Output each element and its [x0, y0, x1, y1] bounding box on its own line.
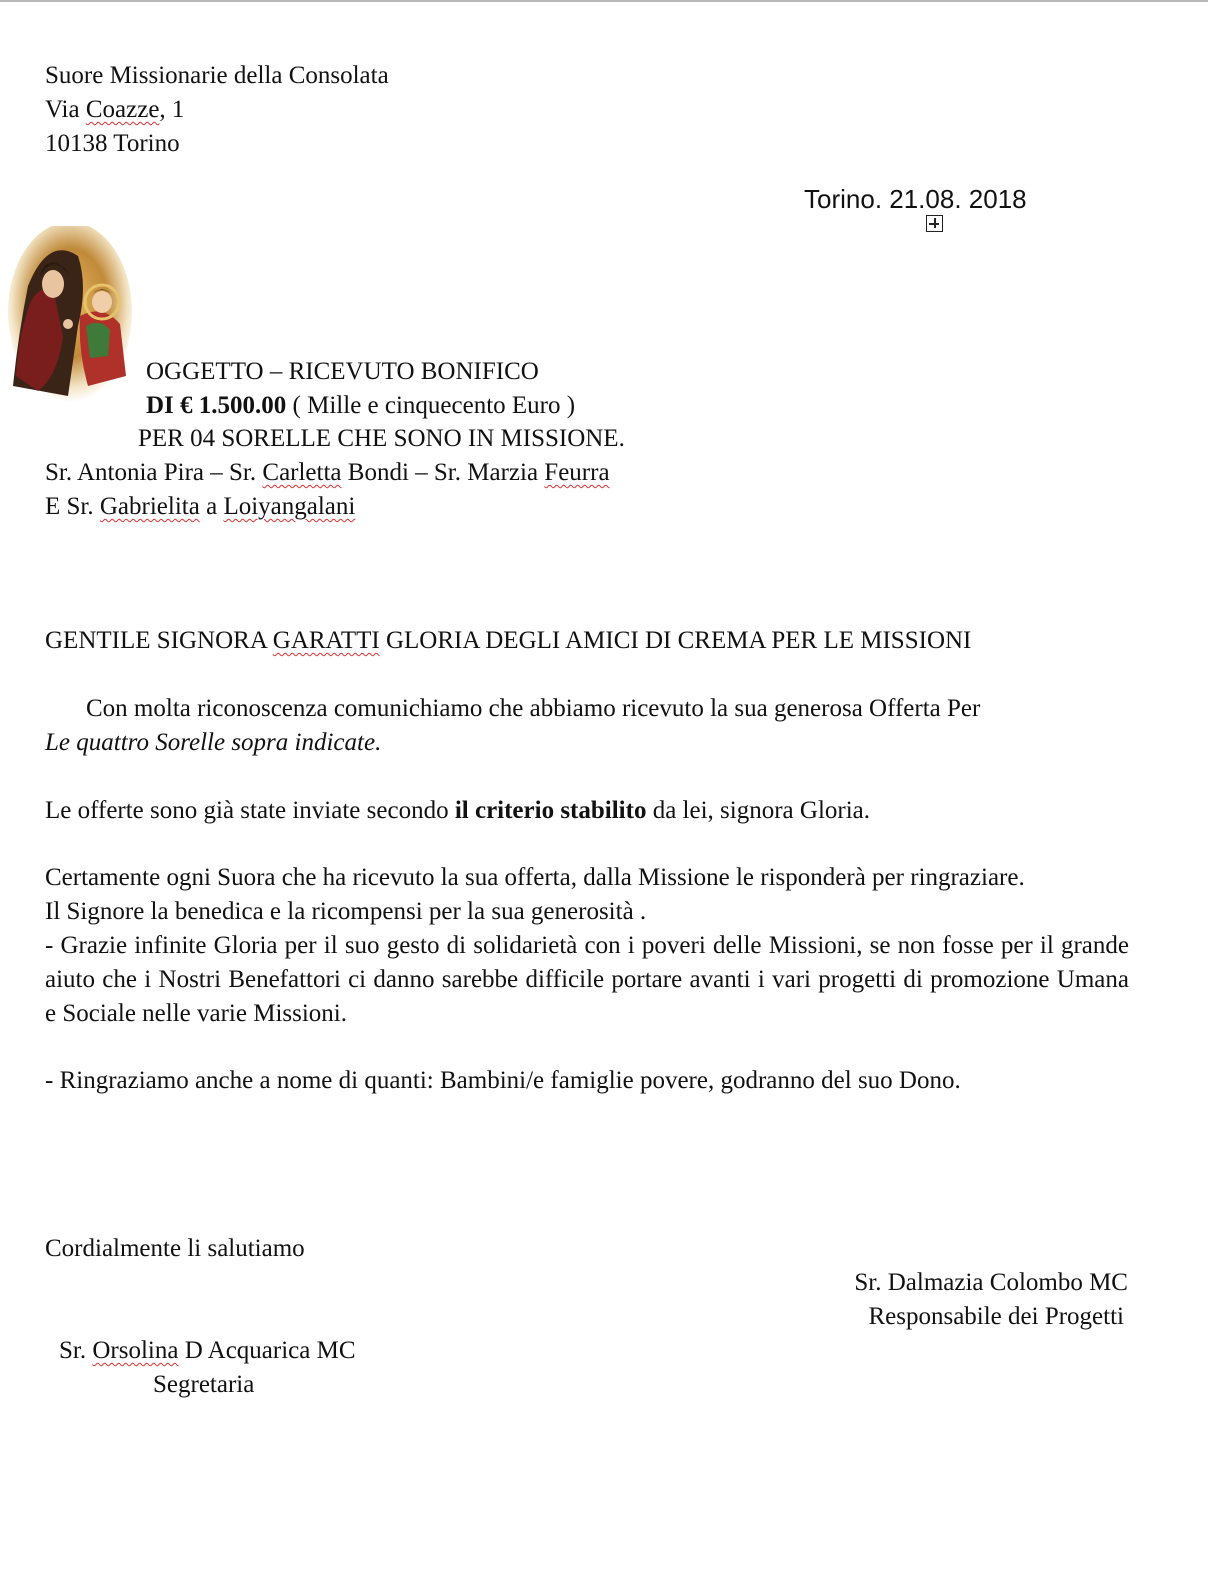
- signature-left-name: Sr. Orsolina D Acquarica MC: [59, 1337, 356, 1364]
- body-paragraph-4: - Grazie infinite Gloria per il suo gesto di solidarietà con i poveri delle Missioni, se non fosse per il grande aiuto che i Nostri Benefattori ci danno sarebbe difficile portare avanti i vari progetti di promozione Umana e Sociale nelle varie Missioni.: [45, 932, 1129, 1027]
- subject-recipients: PER 04 SORELLE CHE SONO IN MISSIONE.: [138, 425, 625, 452]
- sender-city: 10138 Torino: [45, 130, 180, 157]
- signature-left-role: Segretaria: [153, 1371, 255, 1398]
- sisters-names-line1: Sr. Antonia Pira – Sr. Carletta Bondi – Sr. Marzia Feurra: [45, 459, 610, 486]
- letter-date: Torino. 21.08. 2018: [804, 184, 1027, 214]
- body-paragraph-1-line-1: Con molta riconoscenza comunichiamo che abbiamo ricevuto la sua generosa Offerta Per: [86, 695, 981, 722]
- subject-amount: DI € 1.500.00 ( Mille e cinquecento Euro ): [146, 392, 576, 419]
- salutation: GENTILE SIGNORA GARATTI GLORIA DEGLI AMICI DI CREMA PER LE MISSIONI: [45, 627, 972, 654]
- sender-street: Via Coazze, 1: [45, 96, 185, 123]
- madonna-and-child-icon: [8, 226, 132, 402]
- top-border: [0, 0, 1208, 2]
- signature-right-role: Responsabile dei Progetti: [868, 1303, 1124, 1330]
- table-move-handle-icon[interactable]: [926, 215, 943, 232]
- signature-right-name: Sr. Dalmazia Colombo MC: [854, 1269, 1128, 1296]
- body-paragraph-3-line-2: Il Signore la benedica e la ricompensi per la sua generosità .: [45, 898, 647, 925]
- subject-line: OGGETTO – RICEVUTO BONIFICO: [146, 358, 539, 385]
- closing-line: Cordialmente li salutiamo: [45, 1235, 305, 1262]
- body-paragraph-2: Le offerte sono già state inviate secondo il criterio stabilito da lei, signora Gloria.: [45, 797, 871, 824]
- sender-name: Suore Missionarie della Consolata: [45, 62, 389, 89]
- body-paragraph-5: - Ringraziamo anche a nome di quanti: Bambini/e famiglie povere, godranno del suo Dono.: [45, 1067, 961, 1094]
- body-paragraph-3-line-1: Certamente ogni Suora che ha ricevuto la sua offerta, dalla Missione le risponderà per ringraziare.: [45, 864, 1025, 891]
- body-paragraph-1-line-2: Le quattro Sorelle sopra indicate.: [45, 729, 382, 756]
- spelling-flag: Coazze: [85, 96, 160, 123]
- sisters-names-line2: E Sr. Gabrielita a Loiyangalani: [45, 493, 356, 520]
